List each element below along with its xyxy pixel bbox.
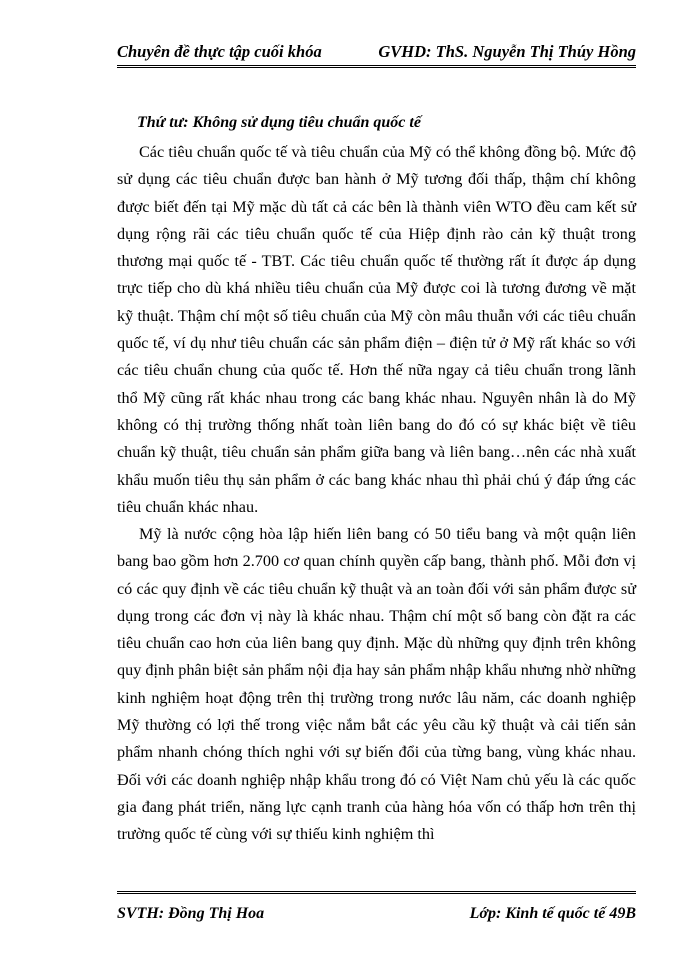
footer-class: Lớp: Kinh tế quốc tế 49B [469,905,636,922]
page-header [117,39,636,68]
page-footer [117,891,636,922]
body-paragraph-1: Các tiêu chuẩn quốc tế và tiêu chuẩn của Mỹ có thể không đồng bộ. Mức độ sử dụng các tiêu chuẩn được ban hành ở Mỹ tương đối thấp, thậm chí không được biết đến tại Mỹ mặc dù tất cả các bên là thành viên WTO đều cam kết sử dụng rộng rãi các tiêu chuẩn quốc tế của Hiệp định rào cản kỹ thuật trong thương mại quốc tế - TBT. Các tiêu chuẩn quốc tế thường rất ít được áp dụng trực tiếp cho dù khá nhiều tiêu chuẩn của Mỹ được coi là tương đương về mặt kỹ thuật. Thậm chí một số tiêu chuẩn của Mỹ còn mâu thuẫn với các tiêu chuẩn quốc tế, ví dụ như tiêu chuẩn các sản phẩm điện – điện tử ở Mỹ rất khác so với các tiêu chuẩn chung của quốc tế. Hơn thế nữa ngay cả tiêu chuẩn trong lãnh thổ Mỹ cũng rất khác nhau trong các bang khác nhau. Nguyên nhân là do Mỹ không có thị trường thống nhất toàn liên bang do đó có sự khác biệt về tiêu chuẩn kỹ thuật, tiêu chuẩn sản phẩm giữa bang và liên bang…nên các nhà xuất khẩu muốn tiêu thụ sản phẩm ở các bang khác nhau thì phải chú ý đáp ứng các tiêu chuẩn khác nhau. [117,143,636,516]
header-supervisor: GVHD: ThS. Nguyễn Thị Thúy Hồng [378,42,636,61]
body-paragraph-2: Mỹ là nước cộng hòa lập hiến liên bang có 50 tiểu bang và một quận liên bang bao gồm hơn 2.700 cơ quan chính quyền cấp bang, thành phố. Mỗi đơn vị có các quy định về các tiêu chuẩn kỹ thuật và an toàn đối với sản phẩm được sử dụng trong các đơn vị này là khác nhau. Thậm chí một số bang còn đặt ra các tiêu chuẩn cao hơn của liên bang quy định. Mặc dù những quy định trên không quy định phân biệt sản phẩm nội địa hay sản phẩm nhập khẩu nhưng nhờ những kinh nghiệm hoạt động trên thị trường trong nước lâu năm, các doanh nghiệp Mỹ thường có lợi thế trong việc nắm bắt các yêu cầu kỹ thuật và cải tiến sản phẩm nhanh chóng thích nghi với sự biến đổi của từng bang, vùng khác nhau. Đối với các doanh nghiệp nhập khẩu trong đó có Việt Nam chủ yếu là các quốc gia đang phát triển, năng lực cạnh tranh của hàng hóa vốn có thấp hơn trên thị trường quốc tế cùng với sự thiếu kinh nghiệm thì [117,525,636,844]
footer-student: SVTH: Đồng Thị Hoa [117,905,265,922]
header-document-title: Chuyên đề thực tập cuối khóa [117,42,322,61]
section-heading: Thứ tư: Không sử dụng tiêu chuẩn quốc tế [137,114,421,131]
